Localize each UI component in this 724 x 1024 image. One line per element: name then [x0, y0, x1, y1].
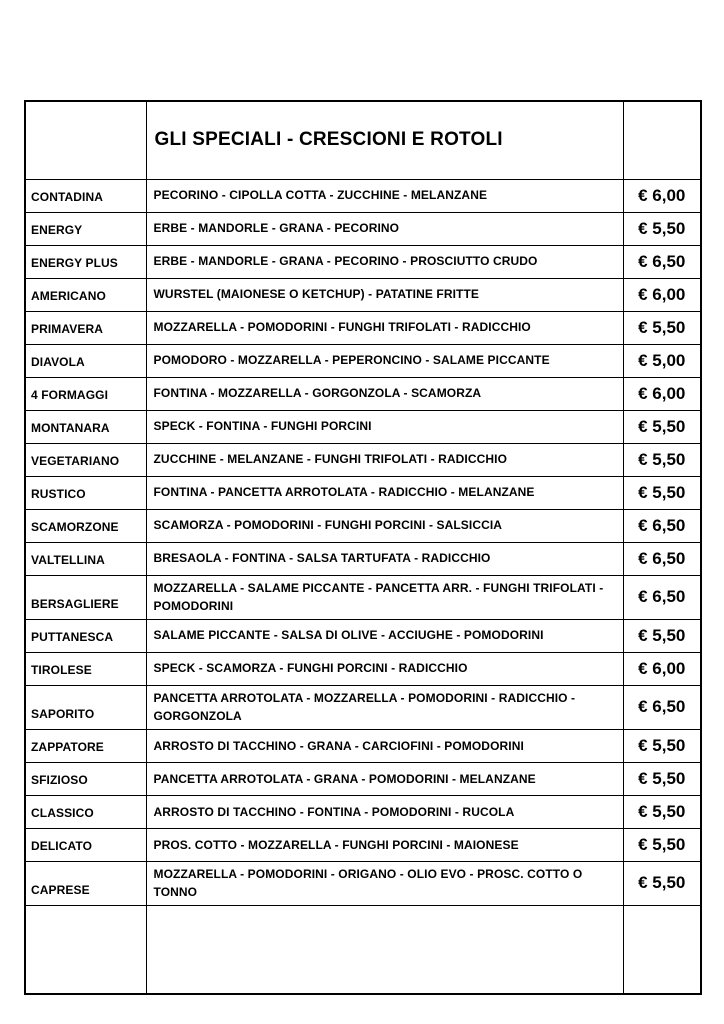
item-ingredients: FONTINA - MOZZARELLA - GORGONZOLA - SCAMORZA: [146, 377, 623, 410]
item-ingredients: MOZZARELLA - POMODORINI - ORIGANO - OLIO EVO - PROSC. COTTO O TONNO: [146, 861, 623, 905]
item-ingredients: SPECK - SCAMORZA - FUNGHI PORCINI - RADICCHIO: [146, 652, 623, 685]
item-name: SAPORITO: [25, 685, 146, 729]
item-price: € 5,50: [623, 410, 701, 443]
item-name: ENERGY: [25, 212, 146, 245]
header-empty-left: [25, 101, 146, 179]
item-ingredients: ZUCCHINE - MELANZANE - FUNGHI TRIFOLATI - RADICCHIO: [146, 443, 623, 476]
item-price: € 6,00: [623, 179, 701, 212]
header-empty-right: [623, 101, 701, 179]
menu-item-row: [25, 542, 701, 575]
item-price: € 6,50: [623, 542, 701, 575]
filler-cell-price: [623, 906, 701, 994]
item-price: € 5,50: [623, 476, 701, 509]
menu-item-row: [25, 278, 701, 311]
item-ingredients: ERBE - MANDORLE - GRANA - PECORINO: [146, 212, 623, 245]
item-ingredients: SCAMORZA - POMODORINI - FUNGHI PORCINI - SALSICCIA: [146, 509, 623, 542]
item-name: CONTADINA: [25, 179, 146, 212]
item-price: € 5,50: [623, 729, 701, 762]
item-price: € 6,00: [623, 652, 701, 685]
item-ingredients: ARROSTO DI TACCHINO - GRANA - CARCIOFINI - POMODORINI: [146, 729, 623, 762]
item-name: SCAMORZONE: [25, 509, 146, 542]
item-name: BERSAGLIERE: [25, 575, 146, 619]
item-price: € 6,50: [623, 575, 701, 619]
item-name: PRIMAVERA: [25, 311, 146, 344]
item-ingredients: PROS. COTTO - MOZZARELLA - FUNGHI PORCINI - MAIONESE: [146, 828, 623, 861]
item-ingredients: FONTINA - PANCETTA ARROTOLATA - RADICCHIO - MELANZANE: [146, 476, 623, 509]
menu-item-row: [25, 652, 701, 685]
item-ingredients: PECORINO - CIPOLLA COTTA - ZUCCHINE - MELANZANE: [146, 179, 623, 212]
menu-item-row: [25, 377, 701, 410]
item-price: € 5,50: [623, 311, 701, 344]
item-price: € 5,50: [623, 212, 701, 245]
menu-rows: [25, 179, 701, 906]
item-price: € 6,50: [623, 245, 701, 278]
item-name: PUTTANESCA: [25, 619, 146, 652]
item-name: CAPRESE: [25, 861, 146, 905]
menu-item-row: [25, 729, 701, 762]
menu-item-row: [25, 685, 701, 729]
item-price: € 6,50: [623, 509, 701, 542]
item-price: € 5,50: [623, 619, 701, 652]
item-price: € 6,00: [623, 377, 701, 410]
item-price: € 5,50: [623, 861, 701, 905]
menu-item-row: [25, 344, 701, 377]
menu-title: GLI SPECIALI - CRESCIONI E ROTOLI: [146, 101, 623, 179]
item-name: MONTANARA: [25, 410, 146, 443]
item-ingredients: PANCETTA ARROTOLATA - GRANA - POMODORINI - MELANZANE: [146, 762, 623, 795]
item-name: 4 FORMAGGI: [25, 377, 146, 410]
item-ingredients: ERBE - MANDORLE - GRANA - PECORINO - PROSCIUTTO CRUDO: [146, 245, 623, 278]
item-ingredients: SALAME PICCANTE - SALSA DI OLIVE - ACCIUGHE - POMODORINI: [146, 619, 623, 652]
filler-row: [25, 906, 701, 994]
item-name: AMERICANO: [25, 278, 146, 311]
item-ingredients: SPECK - FONTINA - FUNGHI PORCINI: [146, 410, 623, 443]
menu-item-row: [25, 762, 701, 795]
item-name: TIROLESE: [25, 652, 146, 685]
item-price: € 6,50: [623, 685, 701, 729]
header-row: [25, 101, 701, 179]
menu-item-row: [25, 212, 701, 245]
item-name: ZAPPATORE: [25, 729, 146, 762]
item-price: € 5,50: [623, 762, 701, 795]
item-ingredients: MOZZARELLA - SALAME PICCANTE - PANCETTA ARR. - FUNGHI TRIFOLATI - POMODORINI: [146, 575, 623, 619]
menu-item-row: [25, 795, 701, 828]
item-name: DELICATO: [25, 828, 146, 861]
menu-item-row: [25, 828, 701, 861]
item-name: SFIZIOSO: [25, 762, 146, 795]
menu-item-row: [25, 476, 701, 509]
menu-table: [24, 100, 702, 995]
menu-item-row: [25, 179, 701, 212]
filler-cell-name: [25, 906, 146, 994]
menu-item-row: [25, 443, 701, 476]
item-name: RUSTICO: [25, 476, 146, 509]
menu-item-row: [25, 311, 701, 344]
menu-item-row: [25, 245, 701, 278]
item-name: DIAVOLA: [25, 344, 146, 377]
item-ingredients: BRESAOLA - FONTINA - SALSA TARTUFATA - RADICCHIO: [146, 542, 623, 575]
item-price: € 5,50: [623, 443, 701, 476]
item-ingredients: ARROSTO DI TACCHINO - FONTINA - POMODORINI - RUCOLA: [146, 795, 623, 828]
item-price: € 5,50: [623, 795, 701, 828]
menu-item-row: [25, 410, 701, 443]
item-price: € 5,50: [623, 828, 701, 861]
item-ingredients: WURSTEL (MAIONESE O KETCHUP) - PATATINE FRITTE: [146, 278, 623, 311]
menu-item-row: [25, 575, 701, 619]
item-ingredients: POMODORO - MOZZARELLA - PEPERONCINO - SALAME PICCANTE: [146, 344, 623, 377]
item-name: CLASSICO: [25, 795, 146, 828]
filler-cell-ingredients: [146, 906, 623, 994]
item-ingredients: PANCETTA ARROTOLATA - MOZZARELLA - POMODORINI - RADICCHIO - GORGONZOLA: [146, 685, 623, 729]
menu-item-row: [25, 861, 701, 905]
item-price: € 5,00: [623, 344, 701, 377]
item-name: VALTELLINA: [25, 542, 146, 575]
item-name: VEGETARIANO: [25, 443, 146, 476]
item-ingredients: MOZZARELLA - POMODORINI - FUNGHI TRIFOLATI - RADICCHIO: [146, 311, 623, 344]
menu-item-row: [25, 509, 701, 542]
item-price: € 6,00: [623, 278, 701, 311]
menu-item-row: [25, 619, 701, 652]
item-name: ENERGY PLUS: [25, 245, 146, 278]
